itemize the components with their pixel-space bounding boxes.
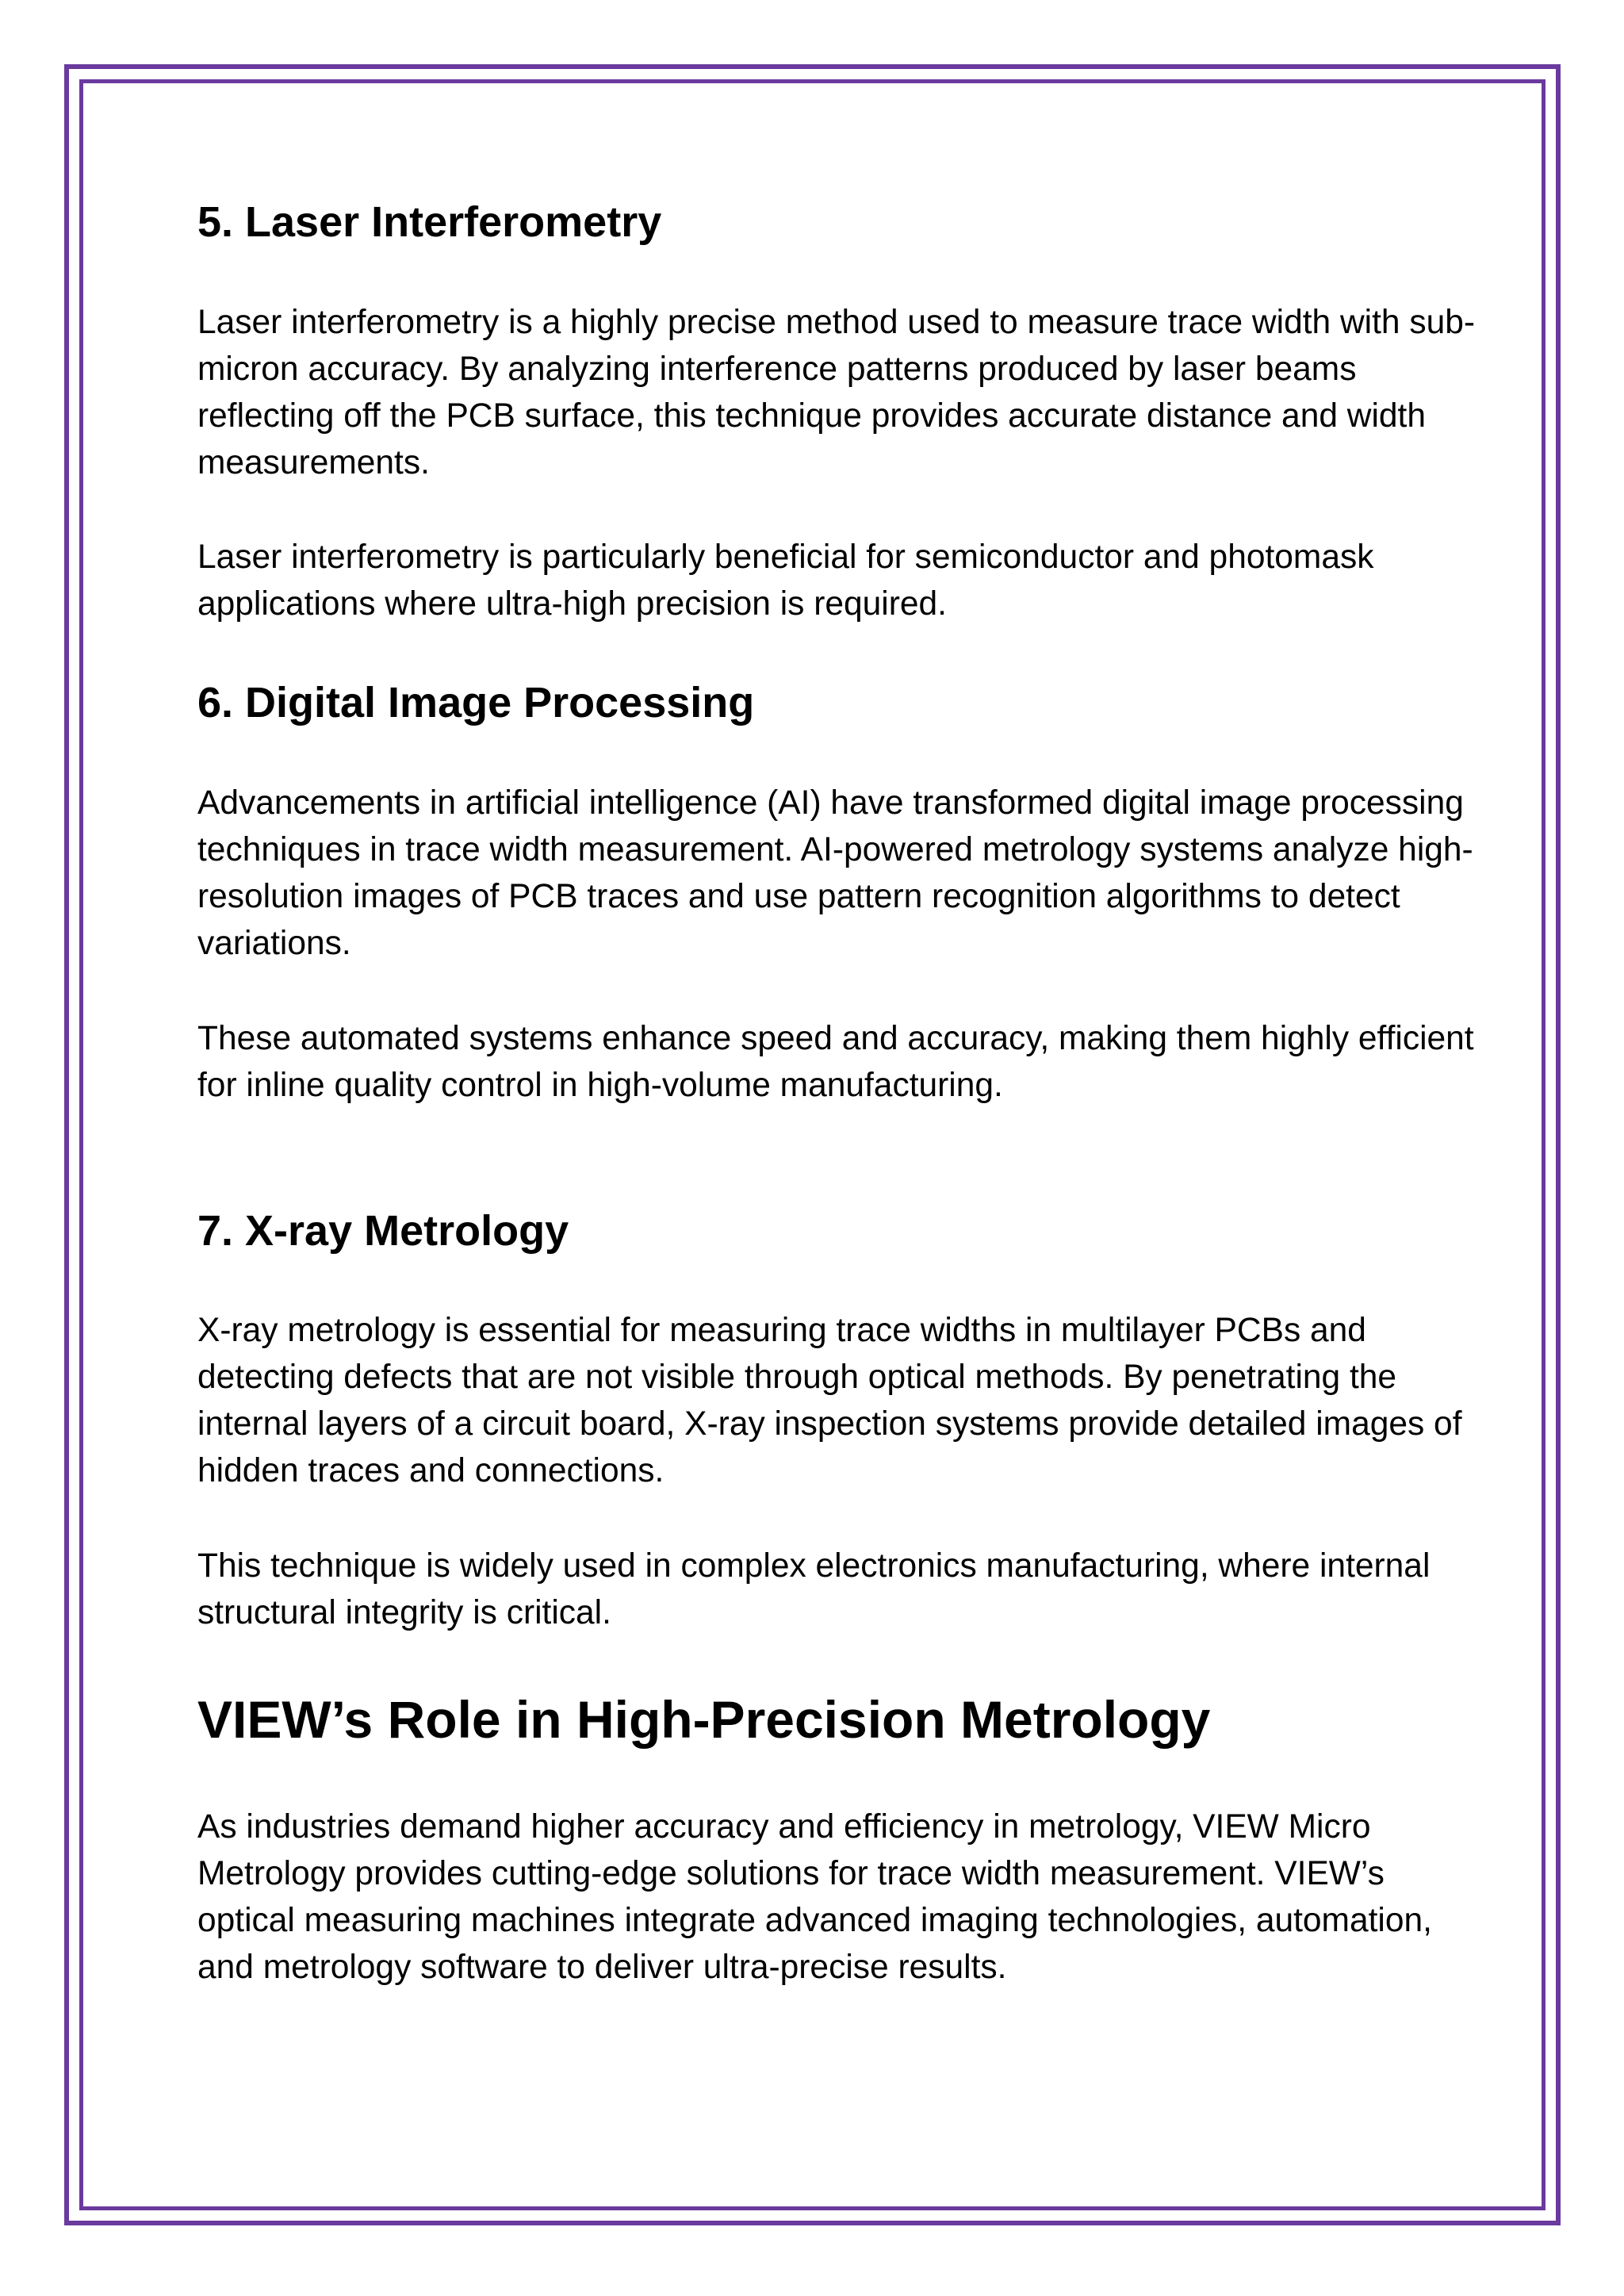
heading-views-role: VIEW’s Role in High-Precision Metrology	[197, 1690, 1211, 1749]
paragraph-digital-image-processing-1: Advancements in artificial intelligence (AI) have transformed digital image processing techniques in trace width measurement. AI-powered metrology systems analyze high-resolution images of PCB traces and use pattern recognition algorithms to detect variations.	[197, 784, 1473, 962]
heading-digital-image-processing: 6. Digital Image Processing	[197, 679, 755, 726]
paragraph-views-role: As industries demand higher accuracy and efficiency in metrology, VIEW Micro Metrology provides cutting-edge solutions for trace width measurement. VIEW’s optical measuring machines integrate advanced imaging technologies, automation, and metrology software to deliver ultra-precise results.	[197, 1808, 1432, 1986]
heading-x-ray-metrology: 7. X-ray Metrology	[197, 1207, 569, 1255]
heading-laser-interferometry: 5. Laser Interferometry	[197, 198, 662, 246]
paragraph-x-ray-metrology-1: X-ray metrology is essential for measuring trace widths in multilayer PCBs and detecting defects that are not visible through optical methods. By penetrating the internal layers of a circuit board, X-ray inspection systems provide detailed images of hidden traces and connections.	[197, 1312, 1462, 1489]
paragraph-laser-interferometry-2: Laser interferometry is particularly beneficial for semiconductor and photomask applications where ultra-high precision is required.	[197, 539, 1374, 623]
paragraph-x-ray-metrology-2: This technique is widely used in complex electronics manufacturing, where internal structural integrity is critical.	[197, 1547, 1431, 1631]
paragraph-digital-image-processing-2: These automated systems enhance speed and accuracy, making them highly efficient for inline quality control in high-volume manufacturing.	[197, 1020, 1474, 1104]
paragraph-laser-interferometry-1: Laser interferometry is a highly precise method used to measure trace width with sub-micron accuracy. By analyzing interference patterns produced by laser beams reflecting off the PCB surface, this technique provides accurate distance and width measurements.	[197, 304, 1476, 481]
